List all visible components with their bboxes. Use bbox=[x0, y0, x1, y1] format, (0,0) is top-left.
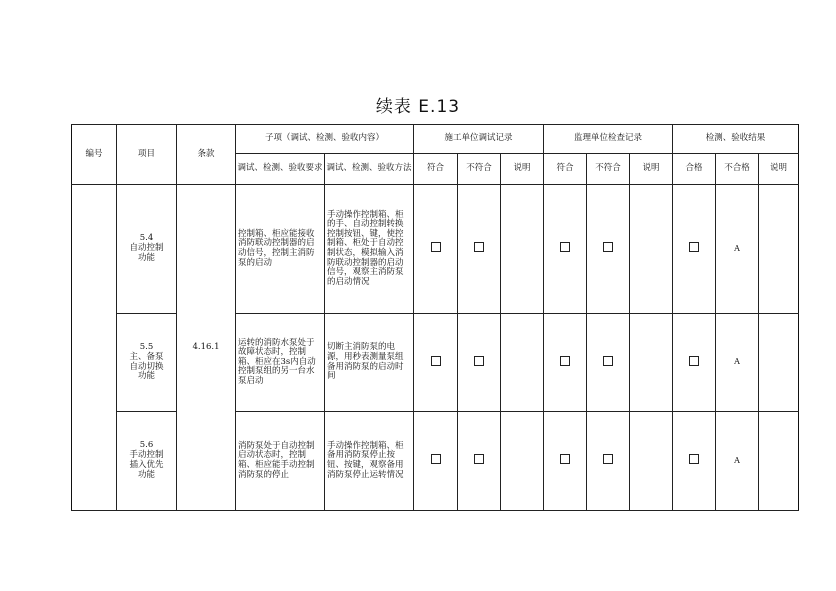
header-pass: 合格 bbox=[673, 154, 716, 185]
result-note-cell bbox=[759, 185, 799, 314]
item-cell: 5.4 自动控制 功能 bbox=[117, 185, 177, 314]
inspection-table bbox=[71, 124, 799, 511]
header-supervision-record: 监理单位检查记录 bbox=[544, 125, 673, 154]
page-title: 续表 E.13 bbox=[375, 97, 461, 117]
header-construction-conform: 符合 bbox=[414, 154, 458, 185]
header-sub-item: 子项（调试、检测、验收内容） bbox=[236, 125, 414, 154]
no-cell bbox=[72, 185, 117, 511]
construction-note-cell bbox=[501, 412, 544, 511]
supervision-nonconform-checkbox[interactable] bbox=[587, 185, 630, 314]
method-cell: 手动操作控制箱、柜备用消防泵停止按钮、按键，观察备用消防泵停止运转情况 bbox=[325, 412, 414, 511]
result-note-cell bbox=[759, 314, 799, 412]
header-result-note: 说明 bbox=[759, 154, 799, 185]
construction-conform-checkbox[interactable] bbox=[414, 185, 458, 314]
fail-mark: A bbox=[716, 185, 759, 314]
fail-mark: A bbox=[716, 412, 759, 511]
requirement-cell: 控制箱、柜应能接收消防联动控制器的启动信号，控制主消防泵的启动 bbox=[236, 185, 325, 314]
supervision-note-cell bbox=[630, 185, 673, 314]
supervision-conform-checkbox[interactable] bbox=[544, 185, 587, 314]
header-fail: 不合格 bbox=[716, 154, 759, 185]
supervision-note-cell bbox=[630, 412, 673, 511]
pass-checkbox[interactable] bbox=[673, 185, 716, 314]
construction-nonconform-checkbox[interactable] bbox=[458, 412, 501, 511]
result-note-cell bbox=[759, 412, 799, 511]
header-method: 调试、检测、验收方法 bbox=[325, 154, 414, 185]
pass-checkbox[interactable] bbox=[673, 412, 716, 511]
header-supervision-nonconform: 不符合 bbox=[587, 154, 630, 185]
pass-checkbox[interactable] bbox=[673, 314, 716, 412]
method-cell: 手动操作控制箱、柜的手、自动控制转换控制按钮、键，使控制箱、柜处于自动控制状态，模拟输入消防联动控制器的启动信号，观察主消防泵的启动情况 bbox=[325, 185, 414, 314]
header-result: 检测、验收结果 bbox=[673, 125, 799, 154]
header-no: 编号 bbox=[72, 125, 117, 185]
supervision-note-cell bbox=[630, 314, 673, 412]
construction-nonconform-checkbox[interactable] bbox=[458, 314, 501, 412]
construction-conform-checkbox[interactable] bbox=[414, 412, 458, 511]
header-construction-nonconform: 不符合 bbox=[458, 154, 501, 185]
fail-mark: A bbox=[716, 314, 759, 412]
requirement-cell: 运转的消防水泵处于故障状态时，控制箱、柜应在3s内自动控制泵组的另一台水泵启动 bbox=[236, 314, 325, 412]
construction-nonconform-checkbox[interactable] bbox=[458, 185, 501, 314]
clause-cell: 4.16.1 bbox=[177, 185, 236, 511]
item-cell: 5.5 主、备泵 自动切换 功能 bbox=[117, 314, 177, 412]
supervision-conform-checkbox[interactable] bbox=[544, 314, 587, 412]
header-supervision-conform: 符合 bbox=[544, 154, 587, 185]
construction-conform-checkbox[interactable] bbox=[414, 314, 458, 412]
header-construction-note: 说明 bbox=[501, 154, 544, 185]
header-clause: 条款 bbox=[177, 125, 236, 185]
supervision-nonconform-checkbox[interactable] bbox=[587, 412, 630, 511]
supervision-nonconform-checkbox[interactable] bbox=[587, 314, 630, 412]
table-row bbox=[72, 185, 799, 314]
supervision-conform-checkbox[interactable] bbox=[544, 412, 587, 511]
header-construction-record: 施工单位调试记录 bbox=[414, 125, 544, 154]
requirement-cell: 消防泵处于自动控制启动状态时，控制箱、柜应能手动控制消防泵的停止 bbox=[236, 412, 325, 511]
header-requirement: 调试、检测、验收要求 bbox=[236, 154, 325, 185]
item-cell: 5.6 手动控制 插入优先 功能 bbox=[117, 412, 177, 511]
construction-note-cell bbox=[501, 314, 544, 412]
header-item: 项目 bbox=[117, 125, 177, 185]
header-supervision-note: 说明 bbox=[630, 154, 673, 185]
construction-note-cell bbox=[501, 185, 544, 314]
method-cell: 切断主消防泵的电源，用秒表测量泵组备用消防泵的启动时间 bbox=[325, 314, 414, 412]
